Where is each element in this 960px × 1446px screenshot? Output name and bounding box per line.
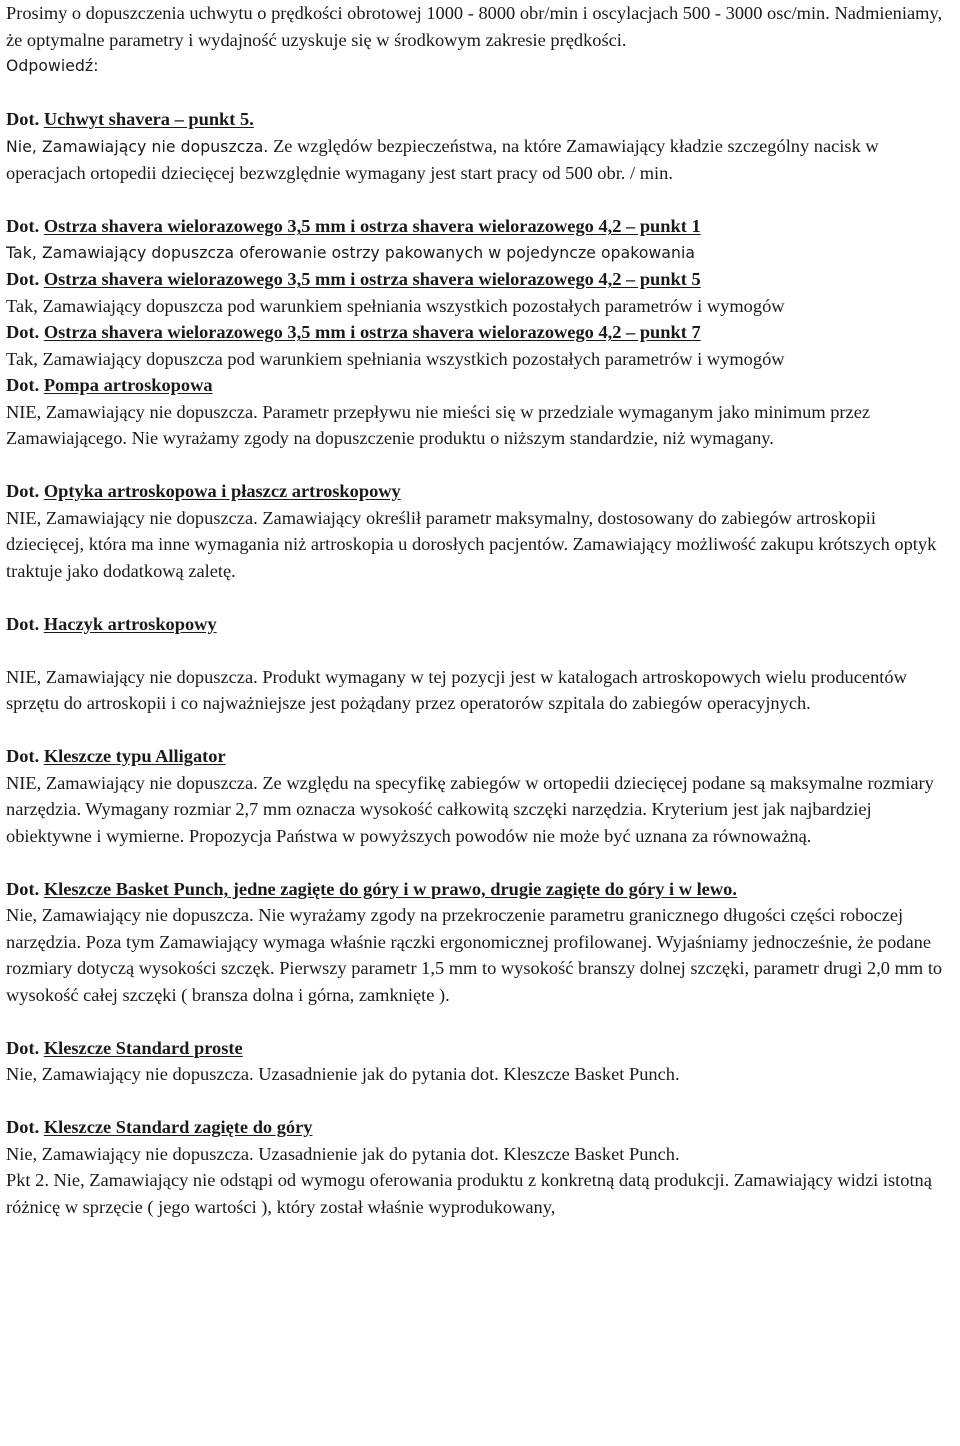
section-title: Pompa artroskopowa (43, 375, 213, 395)
section-body: Nie, Zamawiający nie dopuszcza. Nie wyrażamy zgody na przekroczenie parametru granicznego długości części roboczej narzędzia. Poza tym Zamawiający wymaga właśnie rączki ergonomicznej profilowanej. Wyjaśniamy jednocześnie, że podane rozmiary dotyczą wysokości szczęk. Pierwszy parametr 1,5 mm to wysokość branszy dolnej szczęki, parametr drugi 2,0 mm to wysokość całej szczęki ( bransza dolna i górna, zamknięte ). (6, 905, 943, 1005)
intro-paragraph (6, 0, 954, 53)
section-heading: Dot. Haczyk artroskopowy (6, 613, 217, 634)
section-heading: Dot. Kleszcze Basket Punch, jedne zagięte do góry i w prawo, drugie zagięte do góry i w lewo. (6, 878, 737, 899)
section-heading: Dot. Ostrza shavera wielorazowego 3,5 mm i ostrza shavera wielorazowego 4,2 – punkt 1 (6, 216, 701, 236)
section-heading: Dot. Optyka artroskopowa i płaszcz artroskopowy (6, 481, 401, 501)
section-body: Tak, Zamawiający dopuszcza pod warunkiem spełniania wszystkich pozostałych parametrów i wymogów (6, 348, 785, 369)
section-body: Nie, Zamawiający nie dopuszcza. Ze względów bezpieczeństwa, na które Zamawiający kładzie szczególny nacisk w operacjach ortopedii dziecięcej bezwzględnie wymagany jest start pracy od 500 obr. / min. (6, 135, 879, 183)
section-title: Optyka artroskopowa i płaszcz artroskopowy (43, 481, 401, 501)
section-title: Kleszcze Standard proste (43, 1037, 243, 1058)
section-title: Ostrza shavera wielorazowego 3,5 mm i ostrza shavera wielorazowego 4,2 – punkt 5 (43, 269, 701, 289)
answer-label: Odpowiedź: (6, 57, 99, 75)
section-body: NIE, Zamawiający nie dopuszcza. Produkt wymagany w tej pozycji jest w katalogach artroskopowych wielu producentów sprzętu do artroskopii i co najważniejsze jest pożądany przez operatorów szpitala do zabiegów operacyjnych. (6, 666, 907, 713)
section-body: Nie, Zamawiający nie dopuszcza. Uzasadnienie jak do pytania dot. Kleszcze Basket Punch. (6, 1064, 680, 1084)
section-title: Ostrza shavera wielorazowego 3,5 mm i ostrza shavera wielorazowego 4,2 – punkt 7 (43, 322, 701, 342)
section-heading: Dot. Kleszcze Standard zagięte do góry (6, 1117, 313, 1137)
section-title: Ostrza shavera wielorazowego 3,5 mm i ostrza shavera wielorazowego 4,2 – punkt 1 (43, 216, 701, 236)
section-title: Kleszcze typu Alligator (43, 746, 226, 766)
section-heading: Dot. Ostrza shavera wielorazowego 3,5 mm i ostrza shavera wielorazowego 4,2 – punkt 5 (6, 269, 701, 289)
pkt2-paragraph: Pkt 2. Nie, Zamawiający nie odstąpi od wymogu oferowania produktu z konkretną datą produkcji. Zamawiający widzi istotną różnicę w sprzęcie ( jego wartości ), który został właśnie wyprodukowany, (6, 1170, 932, 1217)
section-heading: Dot. Pompa artroskopowa (6, 375, 213, 395)
section-heading: Dot. Kleszcze typu Alligator (6, 746, 226, 766)
section-heading: Dot. Kleszcze Standard proste (6, 1037, 243, 1058)
section-title: Kleszcze Standard zagięte do góry (43, 1117, 313, 1137)
intro-text: Prosimy o dopuszczenia uchwytu o prędkości obrotowej 1000 - 8000 obr/min i oscylacjach 500 - 3000 osc/min. Nadmieniamy, że optymalne parametry i wydajność uzyskuje się w środkowym zakresie prędkości. (6, 3, 943, 50)
section-title: Haczyk artroskopowy (43, 613, 217, 634)
section-body: Tak, Zamawiający dopuszcza oferowanie ostrzy pakowanych w pojedyncze opakowania (6, 243, 696, 262)
section-body: Tak, Zamawiający dopuszcza pod warunkiem spełniania wszystkich pozostałych parametrów i wymogów (6, 295, 785, 316)
section-body: Nie, Zamawiający nie dopuszcza. Uzasadnienie jak do pytania dot. Kleszcze Basket Punch. (6, 1143, 680, 1164)
section-heading: Dot. Uchwyt shavera – punkt 5. (6, 109, 254, 129)
section-body: NIE, Zamawiający nie dopuszcza. Zamawiający określił parametr maksymalny, dostosowany do zabiegów artroskopii dziecięcej, która ma inne wymagania niż artroskopia u dorosłych pacjentów. Zamawiający możliwość zakupu krótszych optyk traktuje jako dodatkową zaletę. (6, 507, 937, 581)
section-body: NIE, Zamawiający nie dopuszcza. Parametr przepływu nie mieści się w przedziale wymaganym jako minimum przez Zamawiającego. Nie wyrażamy zgody na dopuszczenie produktu o niższym standardzie, niż wymagany. (6, 401, 871, 448)
section-heading: Dot. Ostrza shavera wielorazowego 3,5 mm i ostrza shavera wielorazowego 4,2 – punkt 7 (6, 322, 701, 342)
section-title: Kleszcze Basket Punch, jedne zagięte do góry i w prawo, drugie zagięte do góry i w lewo. (43, 878, 737, 899)
section-title: Uchwyt shavera – punkt 5. (43, 109, 254, 129)
section-body: NIE, Zamawiający nie dopuszcza. Ze względu na specyfikę zabiegów w ortopedii dziecięcej podane są maksymalne rozmiary narzędzia. Wymagany rozmiar 2,7 mm oznacza wysokość całkowitą szczęki narzędzia. Kryterium jest jak najbardziej obiektywne i wymierne. Propozycja Państwa w powyższych powodów nie może być uznana za równoważną. (6, 772, 934, 846)
